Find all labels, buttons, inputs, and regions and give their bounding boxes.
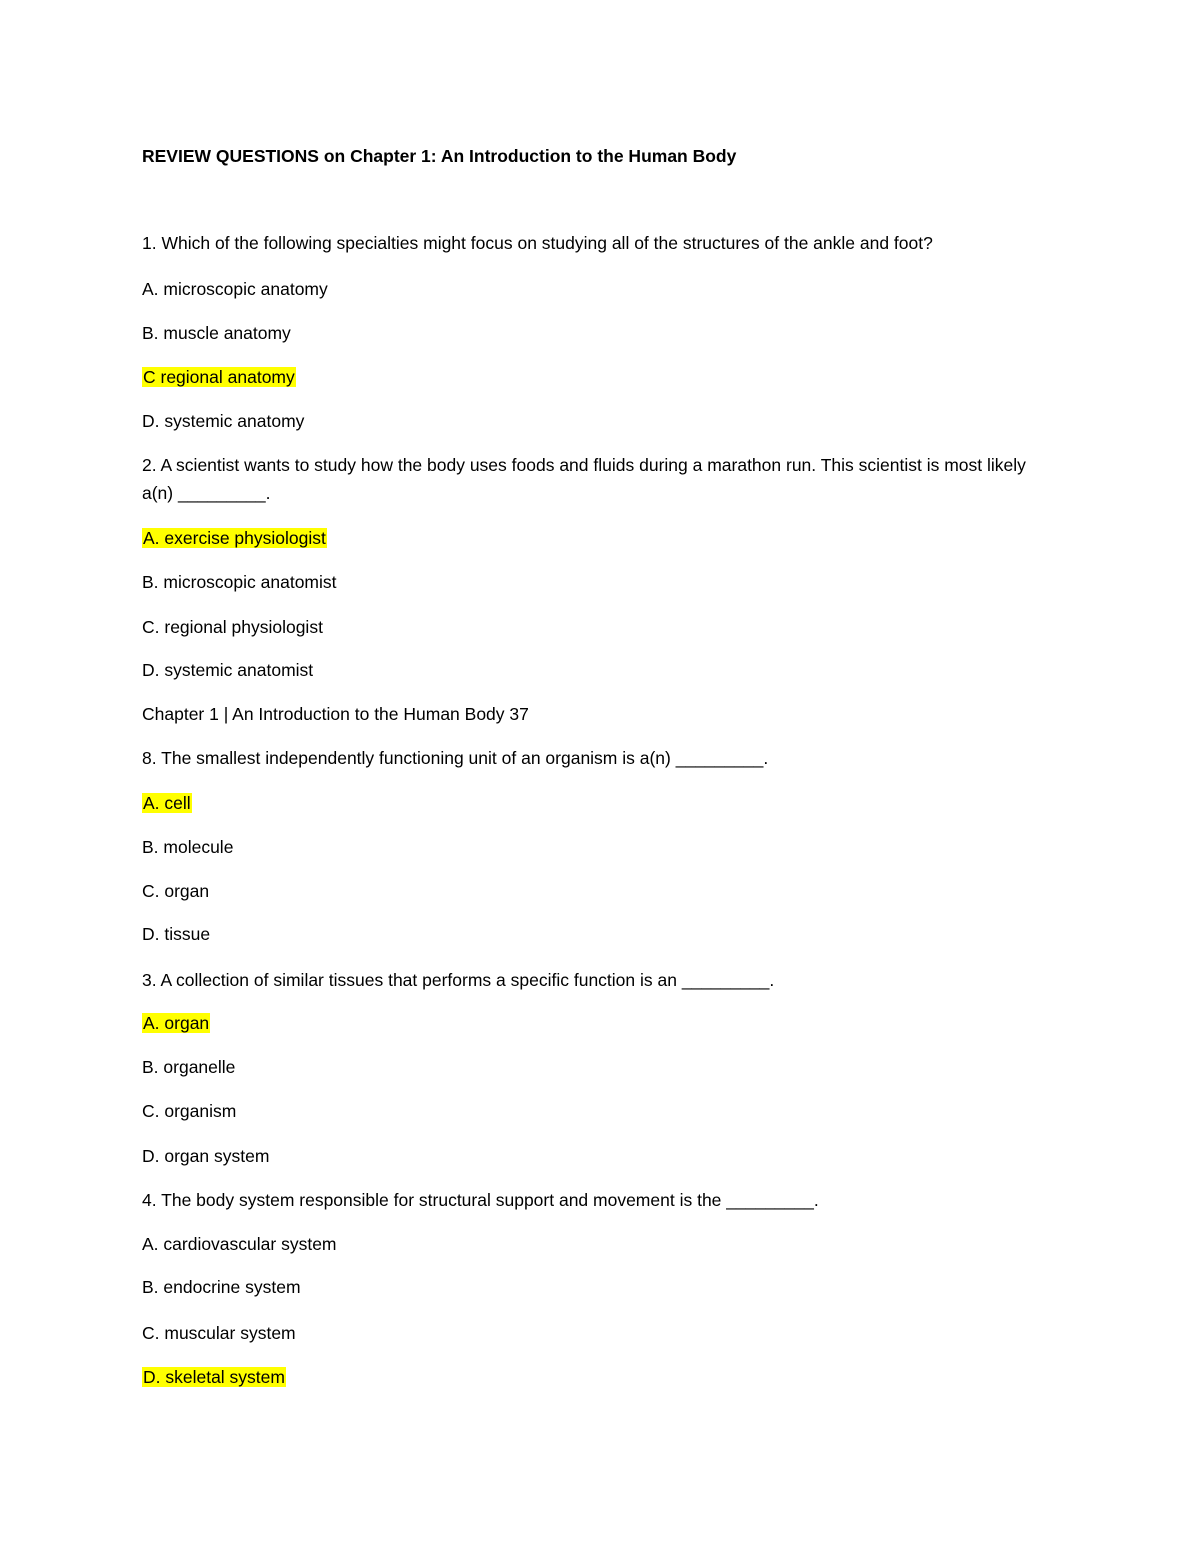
q2-option-c: C. regional physiologist (142, 617, 323, 637)
q8-option-b: B. molecule (142, 837, 234, 857)
q1-option-c-answer: C regional anatomy (143, 367, 295, 387)
q4-option-b: B. endocrine system (142, 1277, 301, 1297)
page-reference: Chapter 1 | An Introduction to the Human Body 37 (142, 704, 529, 724)
q8-option-a-answer: A. cell (143, 793, 191, 813)
q3-option-b: B. organelle (142, 1057, 236, 1077)
q2-option-a-answer: A. exercise physiologist (143, 528, 326, 548)
q2-option-d: D. systemic anatomist (142, 660, 314, 680)
q1-option-d: D. systemic anatomy (142, 411, 305, 431)
document-title: REVIEW QUESTIONS on Chapter 1: An Introduction to the Human Body (142, 146, 737, 166)
question-3-text: 3. A collection of similar tissues that performs a specific function is an _________. (142, 970, 775, 990)
q2-option-b: B. microscopic anatomist (142, 572, 337, 592)
question-4-text: 4. The body system responsible for structural support and movement is the _________. (142, 1190, 819, 1210)
question-1-text: 1. Which of the following specialties might focus on studying all of the structures of the ankle and foot? (142, 233, 933, 253)
question-2-text: 2. A scientist wants to study how the body uses foods and fluids during a marathon run. This scientist is most likely a(n) _________. (142, 455, 1026, 503)
q1-option-a: A. microscopic anatomy (142, 279, 328, 299)
q3-option-d: D. organ system (142, 1146, 270, 1166)
q1-option-b: B. muscle anatomy (142, 323, 291, 343)
q4-option-d-answer: D. skeletal system (143, 1367, 285, 1387)
q3-option-c: C. organism (142, 1101, 237, 1121)
q8-option-c: C. organ (142, 881, 210, 901)
q4-option-a: A. cardiovascular system (142, 1234, 337, 1254)
q3-option-a-answer: A. organ (143, 1013, 210, 1033)
question-8-text: 8. The smallest independently functioning unit of an organism is a(n) _________. (142, 748, 769, 768)
q4-option-c: C. muscular system (142, 1323, 296, 1343)
q8-option-d: D. tissue (142, 924, 211, 944)
